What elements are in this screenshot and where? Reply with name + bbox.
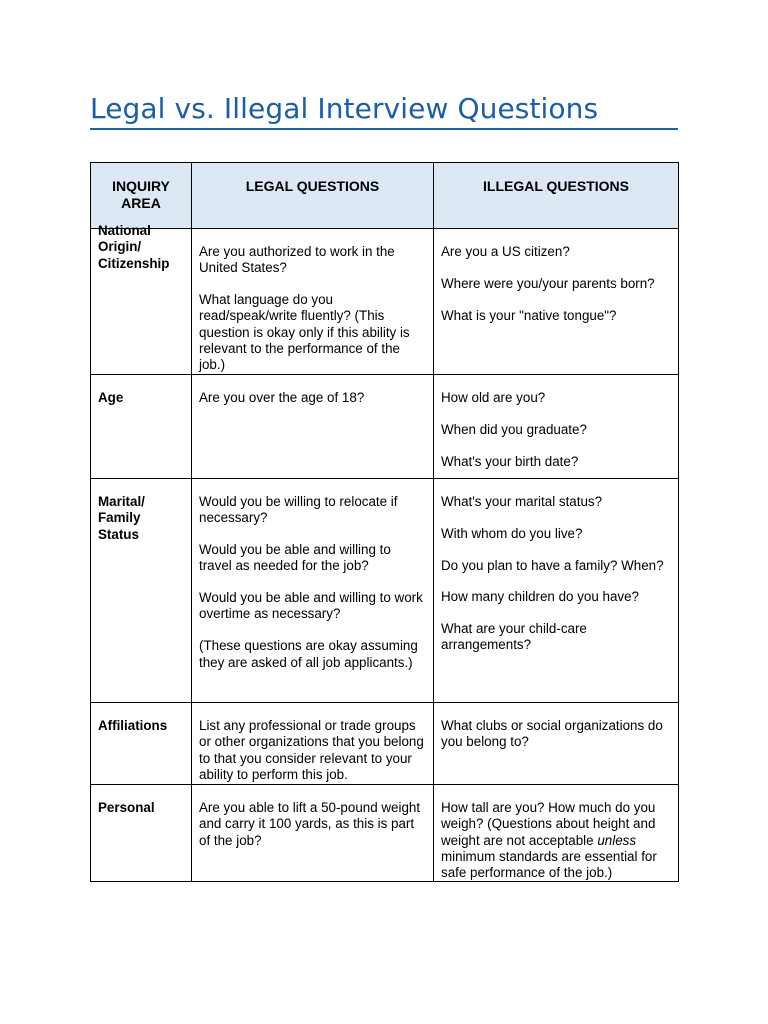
illegal-question: With whom do you live? xyxy=(441,525,583,541)
page-title: Legal vs. Illegal Interview Questions xyxy=(90,92,599,125)
illegal-question: Where were you/your parents born? xyxy=(441,275,655,291)
area-cell xyxy=(91,223,192,375)
header-legal-questions: LEGAL QUESTIONS xyxy=(192,163,434,229)
area-cell xyxy=(91,785,192,882)
illegal-question xyxy=(441,800,671,881)
table-row xyxy=(91,785,679,882)
illegal-question: What's your birth date? xyxy=(441,453,579,469)
area-cell xyxy=(91,703,192,785)
legal-note: (These questions are okay assuming they are asked of all job applicants.) xyxy=(199,638,418,670)
legal-cell xyxy=(192,229,434,375)
illegal-question: What is your "native tongue"? xyxy=(441,307,617,323)
area-label: Personal xyxy=(98,800,155,815)
illegal-cell xyxy=(434,229,679,375)
table-row xyxy=(91,229,679,375)
illegal-question: Do you plan to have a family? When? xyxy=(441,557,664,573)
illegal-text-after: minimum standards are essential for safe performance of the job.) xyxy=(441,848,657,881)
illegal-cell xyxy=(434,703,679,785)
table-row xyxy=(91,375,679,479)
illegal-question: How many children do you have? xyxy=(441,589,639,605)
legal-cell xyxy=(192,785,434,882)
title-underline xyxy=(90,128,678,130)
illegal-question: When did you graduate? xyxy=(441,421,587,437)
area-label: National Origin/ Citizenship xyxy=(98,223,170,271)
header-inquiry-area: INQUIRY AREA xyxy=(91,163,192,229)
illegal-cell xyxy=(434,375,679,479)
area-label: Age xyxy=(98,390,124,405)
legal-question: What language do you read/speak/write fluently? (This question is okay only if this ability is relevant to the performance of the job.) xyxy=(199,292,410,373)
illegal-question: What are your child-care arrangements? xyxy=(441,621,587,653)
legal-question: Would you be able and willing to work overtime as necessary? xyxy=(199,590,423,622)
table-row xyxy=(91,703,679,785)
legal-question: Would you be willing to relocate if necessary? xyxy=(199,494,398,526)
legal-cell xyxy=(192,479,434,703)
questions-table xyxy=(90,162,679,882)
table-row xyxy=(91,479,679,703)
illegal-question: Are you a US citizen? xyxy=(441,244,570,259)
area-cell xyxy=(91,479,192,703)
legal-question: Are you authorized to work in the United States? xyxy=(199,244,395,276)
illegal-question: What clubs or social organizations do you belong to? xyxy=(441,718,663,750)
legal-question: List any professional or trade groups or other organizations that you belong to that you consider relevant to your ability to perform this job. xyxy=(199,718,424,782)
area-label: Marital/ Family Status xyxy=(98,494,145,542)
illegal-cell xyxy=(434,785,679,882)
illegal-question: How old are you? xyxy=(441,390,546,405)
area-cell xyxy=(91,375,192,479)
legal-cell xyxy=(192,703,434,785)
legal-question: Are you able to lift a 50-pound weight and carry it 100 yards, as this is part of the job? xyxy=(199,800,421,848)
table-header-row xyxy=(91,163,679,229)
legal-cell xyxy=(192,375,434,479)
illegal-question: What's your marital status? xyxy=(441,494,603,509)
illegal-cell xyxy=(434,479,679,703)
illegal-text-before: How tall are you? How much do you weigh? (Questions about height and weight are not acceptable xyxy=(441,800,656,848)
legal-question: Are you over the age of 18? xyxy=(199,390,365,405)
illegal-text-emphasis: unless xyxy=(597,832,637,848)
area-label: Affiliations xyxy=(98,718,168,733)
legal-question: Would you be able and willing to travel as needed for the job? xyxy=(199,542,391,574)
header-illegal-questions: ILLEGAL QUESTIONS xyxy=(434,163,679,229)
